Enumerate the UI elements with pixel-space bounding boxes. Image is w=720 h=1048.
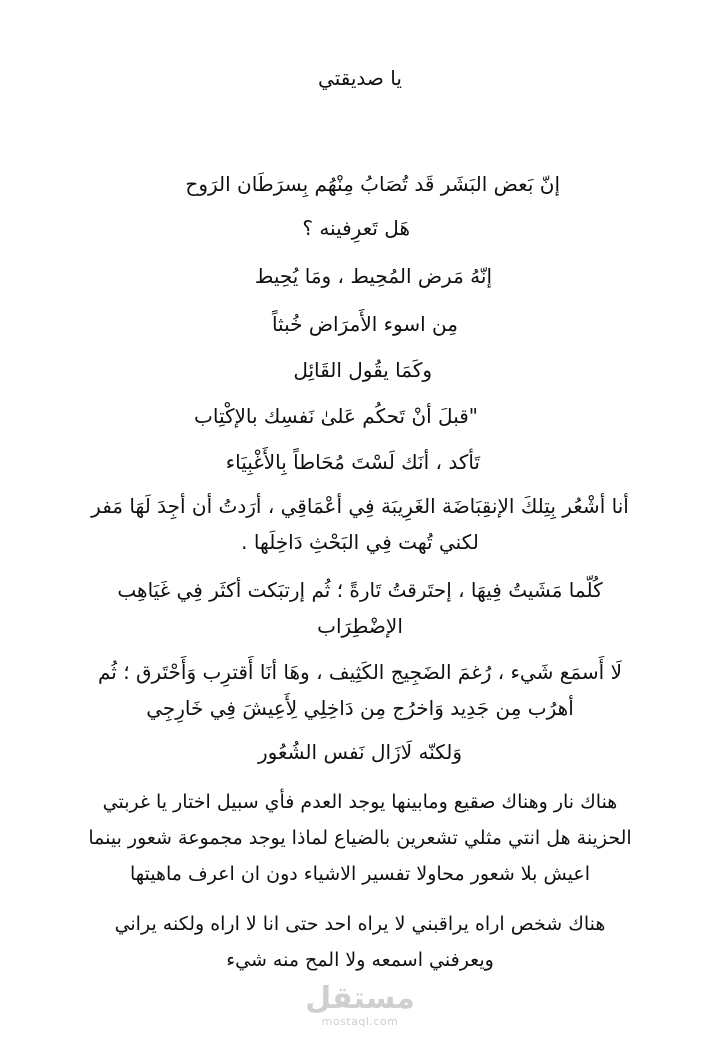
plain-paragraph-2-line-1: هناك شخص اراه يراقبني لا يراه احد حتى انا لا اراه ولكنه يراني	[114, 913, 606, 935]
plain-paragraph-1-line-3: اعيش بلا شعور محاولا تفسير الاشياء دون ان اعرف ماهيتها	[129, 863, 591, 885]
plain-paragraph-1	[30, 784, 690, 892]
paragraph-3	[40, 654, 680, 726]
poem-line-1: إنّ بَعض البَشَر قَد تُصَابُ مِنْهُم بِسرَطَان الرَوح	[185, 172, 560, 196]
paragraph-2-line-1: كُلّما مَشَيتُ فِيهَا ، إحتَرقتُ تَارةً ؛ ثُم إرتبَكت أكثَر فِي غَيَاهِب	[117, 578, 603, 602]
poem-line-2: هَل تَعرِفينه ؟	[302, 216, 410, 240]
logo-latin-text: mostaql.com	[321, 1015, 399, 1028]
poem-line-6: "قبلَ أنْ تَحكُم عَلىٰ نَفسِك بالإكْتِاب	[194, 404, 478, 428]
paragraph-1	[40, 488, 680, 560]
plain-paragraph-1-line-2: الحزينة هل انتي مثلي تشعرين بالضياع لماذا يوجد مجموعة شعور بينما	[88, 827, 632, 849]
paragraph-4	[40, 734, 680, 770]
poem-line-5: وكَمَا يقُول القَائِل	[293, 358, 432, 382]
paragraph-2	[40, 572, 680, 644]
plain-paragraph-2-line-2: ويعرفني اسمعه ولا المح منه شيء	[226, 949, 494, 971]
plain-paragraph-1-line-1: هناك نار وهناك صقيع ومابينها يوجد العدم فأي سبيل اختار يا غربتي	[102, 791, 618, 813]
plain-paragraph-2	[30, 906, 690, 978]
paragraph-3-line-2: أهرُب مِن جَدِيد وَاخرُج مِن دَاخِلِي لِأَعِيشَ فِي خَارِجِي	[146, 696, 574, 720]
mostaql-watermark-logo	[300, 982, 420, 1028]
page-title: يا صديقتي	[318, 66, 402, 90]
poem-line-7: تَأكد ، أنَك لَسْتَ مُحَاطاً بِالأَغْبِيَاء	[225, 450, 480, 474]
poem-line-3: إنّهُ مَرض المُحِيط ، ومَا يُحِيط	[254, 264, 492, 288]
paragraph-4-line-1: وَلكنّه لَازَال نَفس الشُعُور	[257, 740, 463, 764]
poem-line-4: مِن اسوء الأَمرَاض خُبثاً	[271, 312, 458, 336]
paragraph-1-line-2: لكني تُهت فِي البَحْثِ دَاخِلَها .	[241, 530, 479, 554]
paragraph-1-line-1: أنا أشْعُر بِتِلكَ الإنقِبَاضَة الغَرِيبَة فِي أعْمَاقِي ، أرَدتُ أن أجِدَ لَهَا مَفر	[91, 494, 629, 518]
paragraph-2-line-2: الإضْطِرَاب	[317, 614, 403, 638]
paragraph-3-line-1: لَا أَسمَع شَيء ، رُغمَ الضَجِيج الكَثِيف ، وهَا أنَا أَقترِب وَأَحْتَرق ؛ ثُم	[98, 660, 622, 684]
logo-arabic-text: مستقل	[305, 981, 415, 1016]
